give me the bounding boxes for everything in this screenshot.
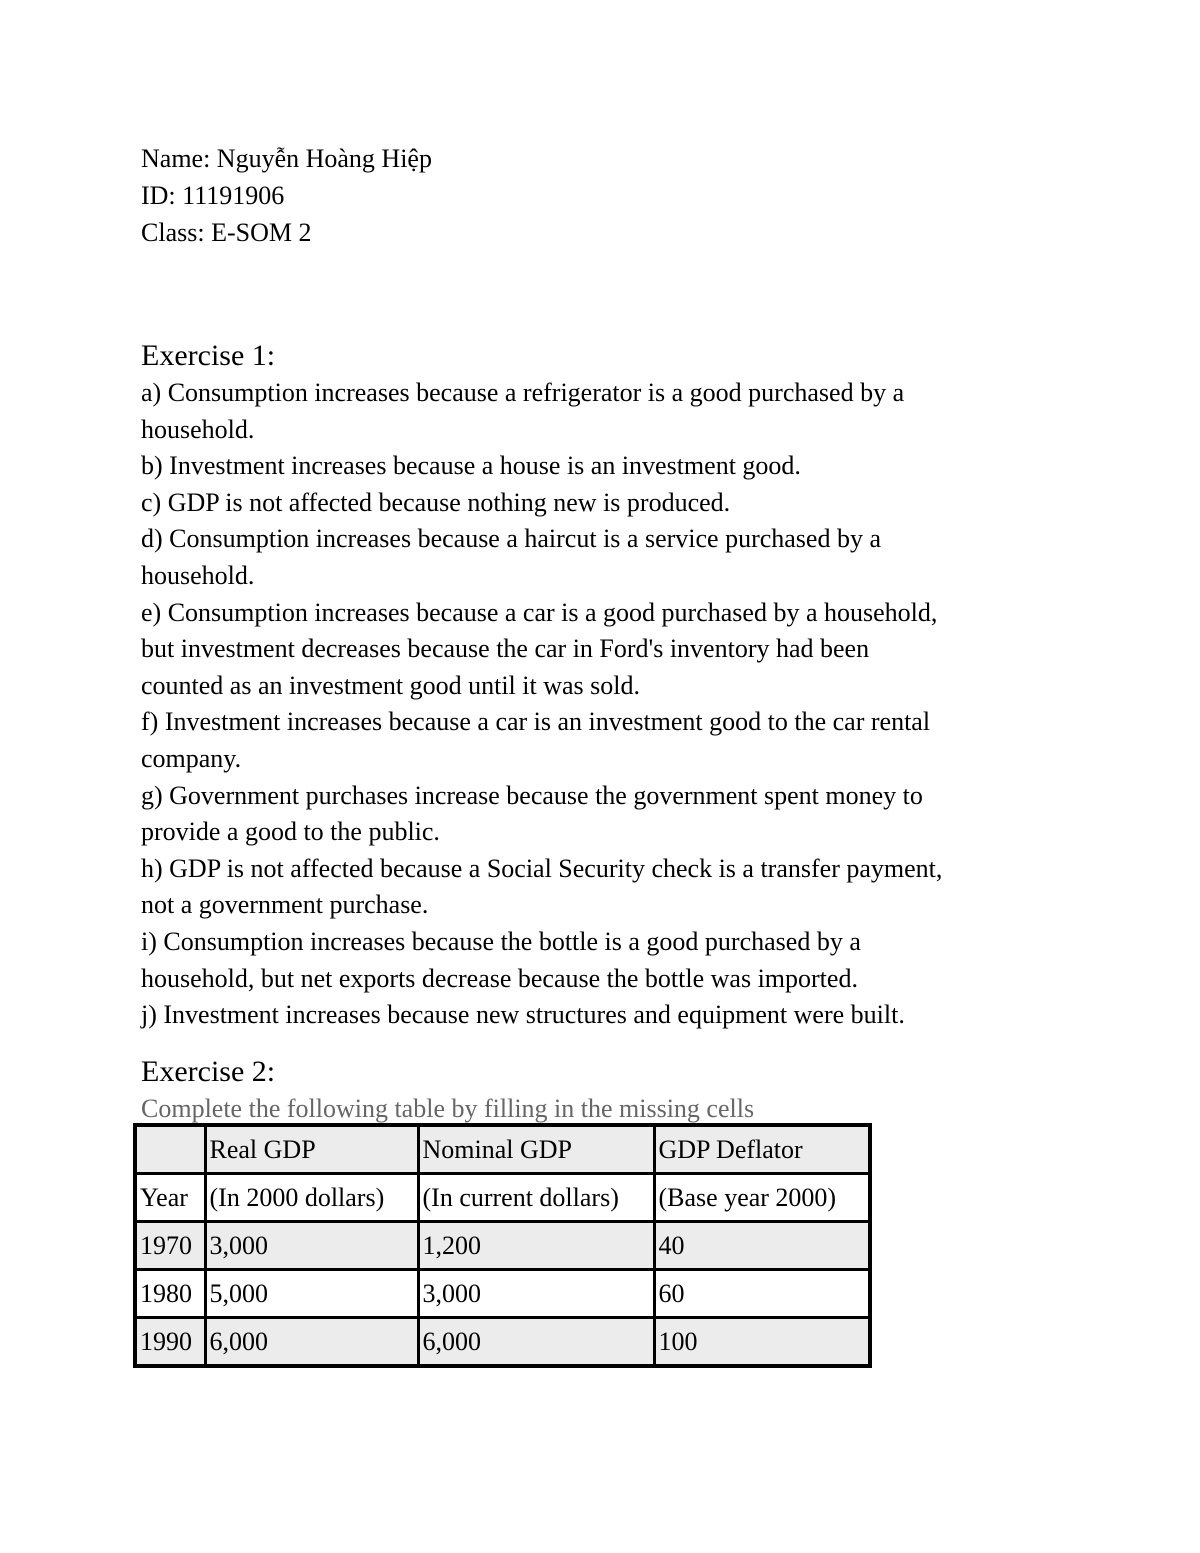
table-cell: 1980 [135,1270,205,1318]
student-class: Class: E-SOM 2 [141,218,312,247]
gdp-table [133,1123,872,1368]
table-cell [135,1125,205,1174]
table-cell: 5,000 [205,1270,418,1318]
answer-line: d) Consumption increases because a haircut is a service purchased by a [141,524,882,554]
answer-line: counted as an investment good until it was sold. [141,670,640,700]
table-cell: 3,000 [418,1270,654,1318]
answer-line: f) Investment increases because a car is an investment good to the car rental [141,707,931,737]
answer-line: company. [141,743,242,773]
student-id: ID: 11191906 [141,181,285,210]
answer-line: j) Investment increases because new structures and equipment were built. [141,1000,905,1030]
answer-line: b) Investment increases because a house is an investment good. [141,451,801,481]
table-cell: GDP Deflator [654,1125,870,1174]
exercise-2-instructions: Complete the following table by filling in the missing cells [141,1093,755,1123]
answer-line: household, but net exports decrease because the bottle was imported. [141,963,858,993]
answer-line: household. [141,414,255,444]
answer-line: e) Consumption increases because a car is a good purchased by a household, [141,597,938,627]
answer-line: c) GDP is not affected because nothing new is produced. [141,487,731,517]
answer-line: provide a good to the public. [141,817,440,847]
table-cell: 3,000 [205,1222,418,1270]
answer-line: g) Government purchases increase because the government spent money to [141,780,923,810]
table-cell: 1990 [135,1318,205,1367]
table-cell: (Base year 2000) [654,1174,870,1222]
table-row [135,1318,870,1367]
table-cell: Year [135,1174,205,1222]
table-subheader-row [135,1174,870,1222]
table-cell: 6,000 [418,1318,654,1367]
table-cell: 1,200 [418,1222,654,1270]
table-cell: 6,000 [205,1318,418,1367]
student-info [141,140,1081,251]
answer-line: not a government purchase. [141,890,429,920]
table-cell: 100 [654,1318,870,1367]
exercise-1-title: Exercise 1: [141,339,276,372]
exercise-2-title: Exercise 2: [141,1054,276,1088]
document-page [141,140,1081,1127]
table-cell: Real GDP [205,1125,418,1174]
table-row [135,1222,870,1270]
gdp-table-container [133,1123,872,1368]
table-cell: Nominal GDP [418,1125,654,1174]
table-cell: 60 [654,1270,870,1318]
answer-line: household. [141,560,255,590]
answer-line: i) Consumption increases because the bottle is a good purchased by a [141,926,861,956]
table-row [135,1270,870,1318]
table-cell: 40 [654,1222,870,1270]
table-header-row [135,1125,870,1174]
table-cell: 1970 [135,1222,205,1270]
table-cell: (In current dollars) [418,1174,654,1222]
table-cell: (In 2000 dollars) [205,1174,418,1222]
answer-line: a) Consumption increases because a refrigerator is a good purchased by a [141,378,905,407]
student-name: Name: Nguyễn Hoàng Hiệp [141,144,432,173]
exercise-1-answers [141,375,1081,1034]
answer-line: h) GDP is not affected because a Social Security check is a transfer payment, [141,853,943,883]
answer-line: but investment decreases because the car in Ford's inventory had been [141,634,870,664]
